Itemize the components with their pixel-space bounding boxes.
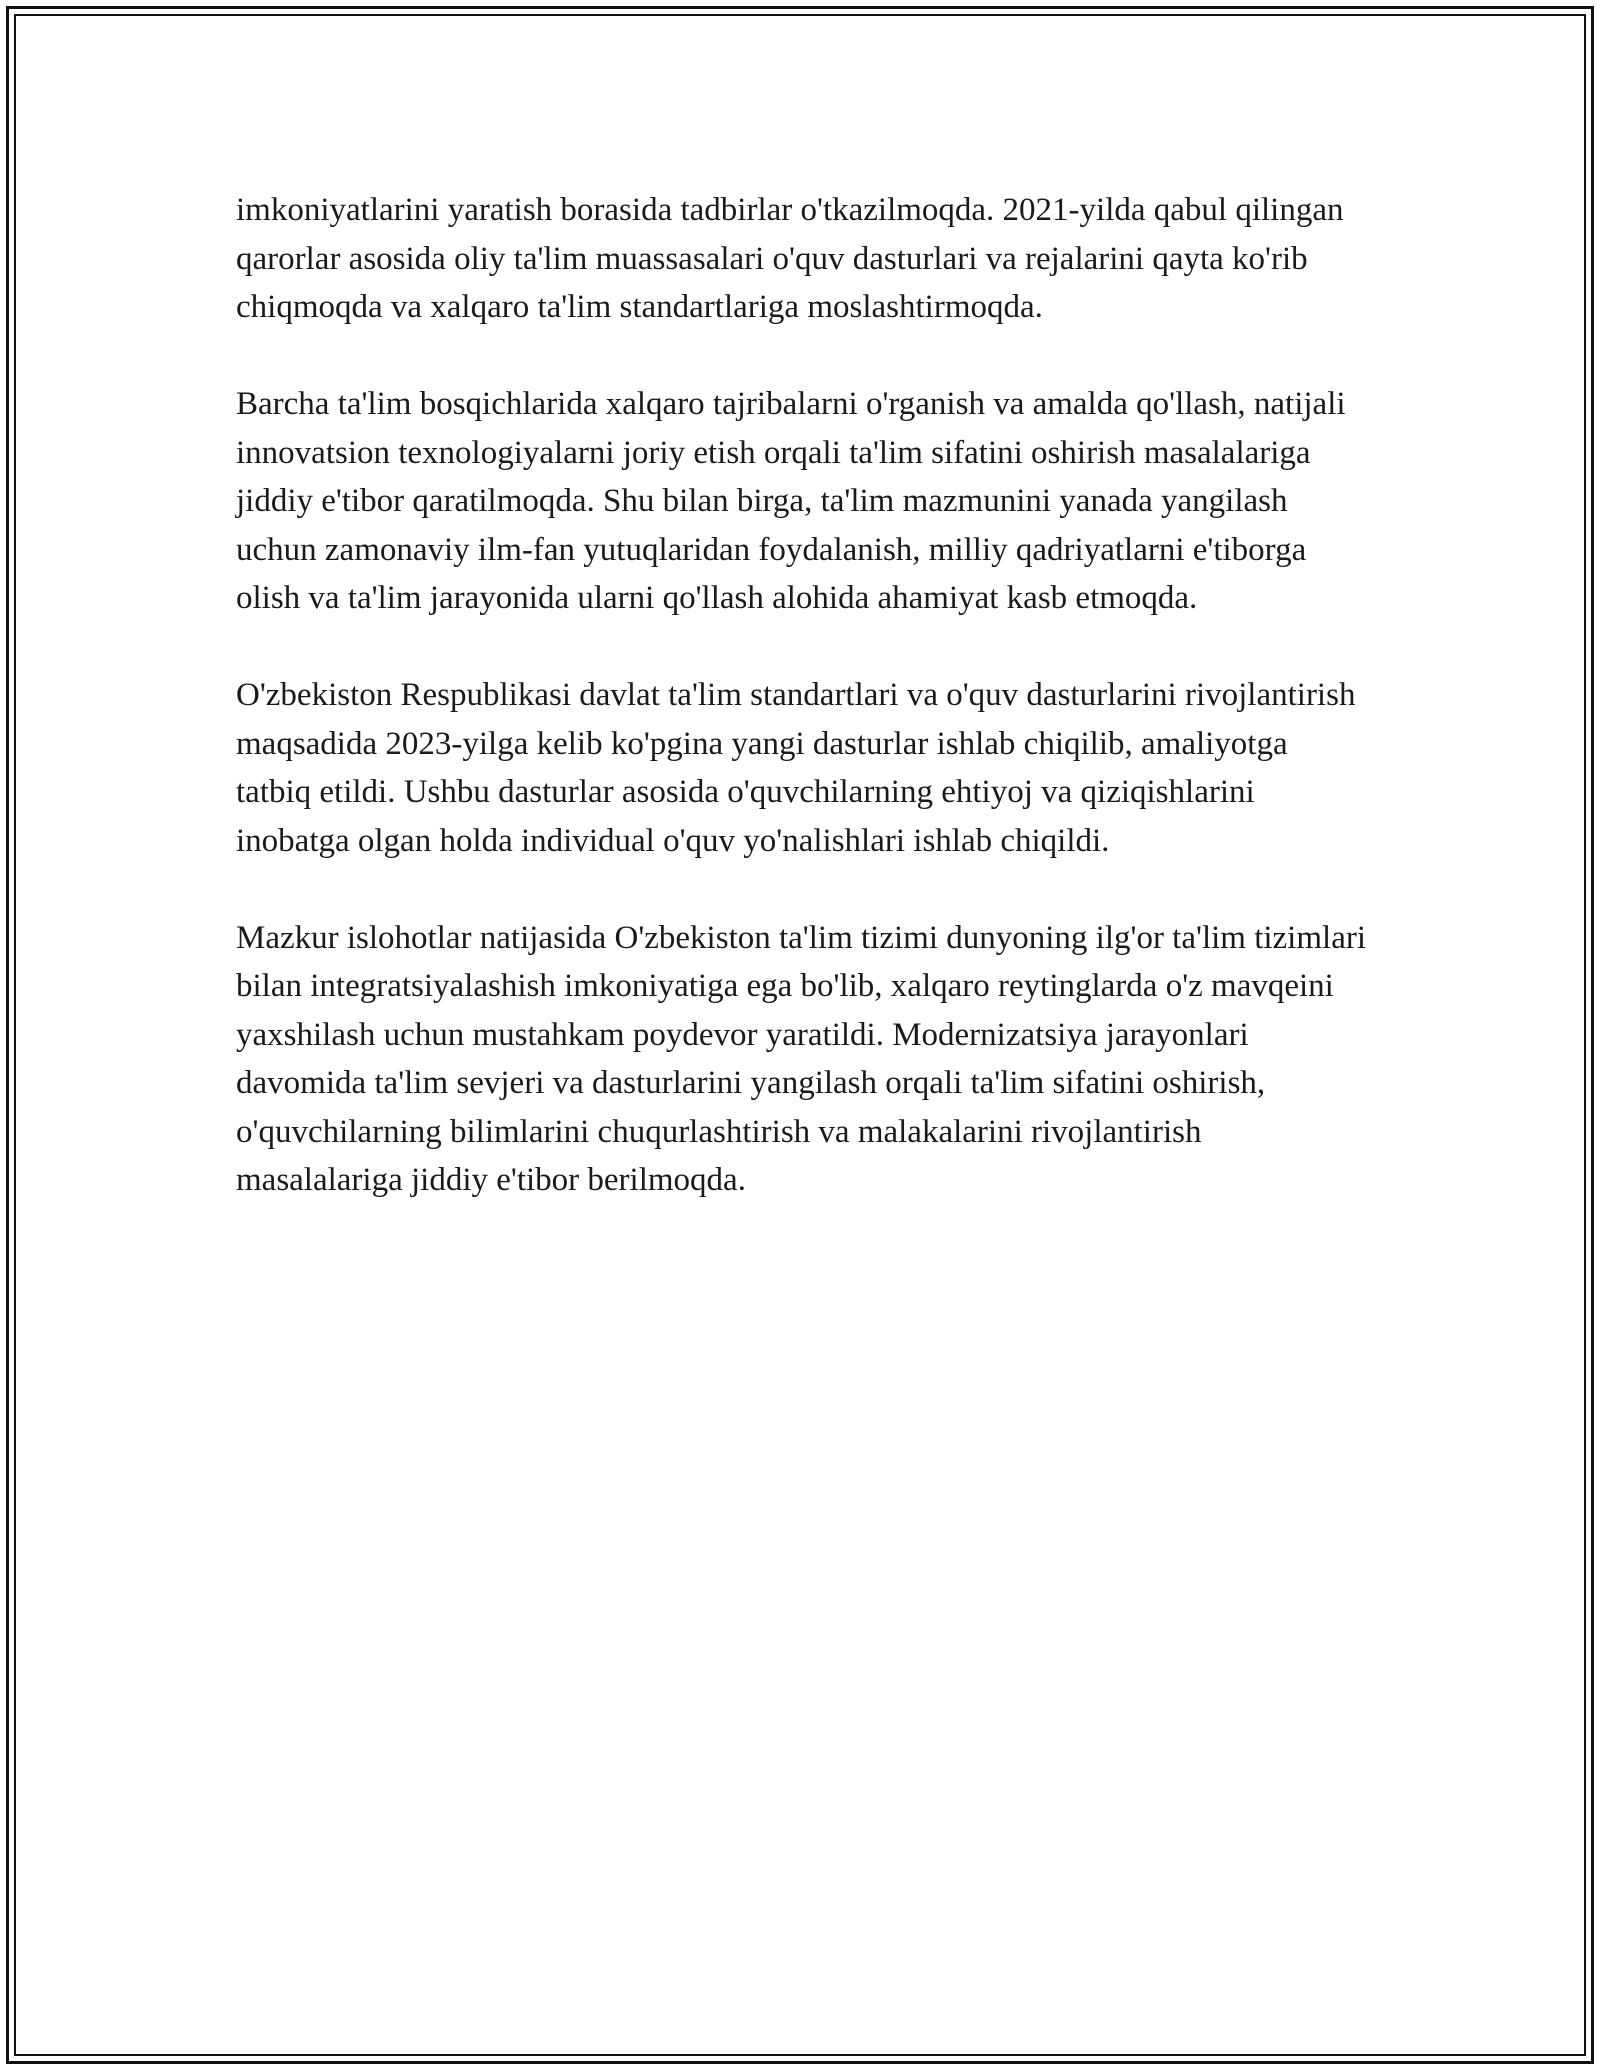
paragraph-1: imkoniyatlarini yaratish borasida tadbirlar o'tkazilmoqda. 2021-yilda qabul qilingan qarorlar asosida oliy ta'lim muassasalari o'quv dasturlari va rejalarini qayta ko'rib chiqmoqda va xalqaro ta'lim standartlariga moslashtirmoqda. bbox=[236, 192, 1344, 325]
paragraph-3: O'zbekiston Respublikasi davlat ta'lim standartlari va o'quv dasturlarini rivojlantirish maqsadida 2023-yilga kelib ko'pgina yangi dasturlar ishlab chiqilib, amaliyotga tatbiq etildi. Ushbu dasturlar asosida o'quvchilarning ehtiyoj va qiziqishlarini inobatga olgan holda individual o'quv yo'nalishlari ishlab chiqildi. bbox=[236, 677, 1356, 859]
document-body bbox=[236, 186, 1366, 1253]
paragraph-4: Mazkur islohotlar natijasida O'zbekiston ta'lim tizimi dunyoning ilg'or ta'lim tizimlari bilan integratsiyalashish imkoniyatiga ega bo'lib, xalqaro reytinglarda o'z mavqeini yaxshilash uchun mustahkam poydevor yaratildi. Modernizatsiya jarayonlari davomida ta'lim sevjeri va dasturlarini yangilash orqali ta'lim sifatini oshirish, o'quvchilarning bilimlarini chuqurlashtirish va malakalarini rivojlantirish masalalariga jiddiy e'tibor berilmoqda. bbox=[236, 919, 1366, 1198]
paragraph-2: Barcha ta'lim bosqichlarida xalqaro tajribalarni o'rganish va amalda qo'llash, natijali innovatsion texnologiyalarni joriy etish orqali ta'lim sifatini oshirish masalalariga jiddiy e'tibor qaratilmoqda. Shu bilan birga, ta'lim mazmunini yanada yangilash uchun zamonaviy ilm-fan yutuqlaridan foydalanish, milliy qadriyatlarni e'tiborga olish va ta'lim jarayonida ularni qo'llash alohida ahamiyat kasb etmoqda. bbox=[236, 386, 1346, 616]
